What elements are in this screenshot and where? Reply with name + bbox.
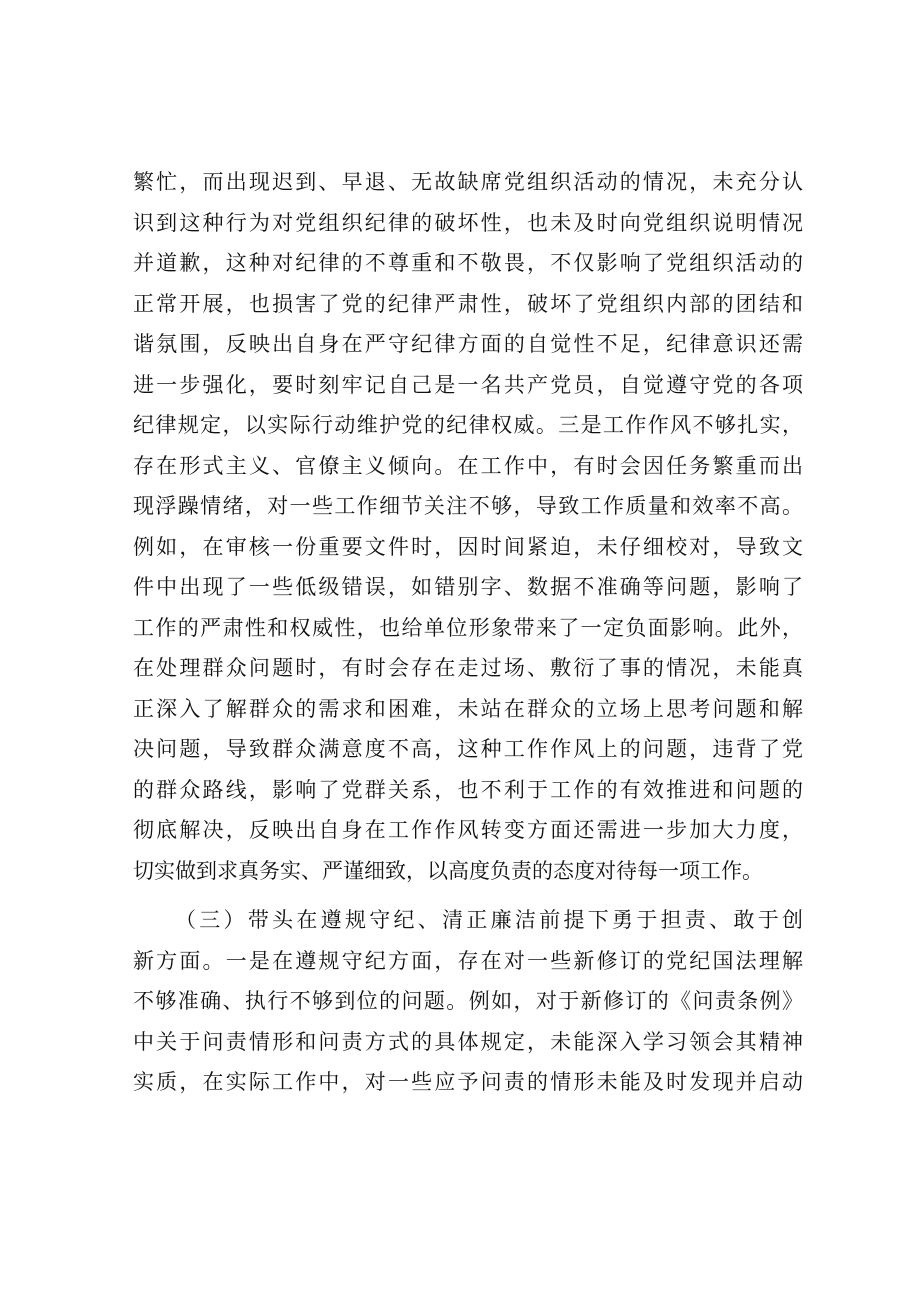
document-body [133,162,803,1103]
text-line: 繁忙，而出现迟到、早退、无故缺席党组织活动的情况，未充分认 [133,170,803,194]
text-line: 现浮躁情绪，对一些工作细节关注不够，导致工作质量和效率不高。 [133,494,803,518]
text-line: 切实做到求真务实、严谨细致，以高度负责的态度对待每一项工作。 [133,858,763,883]
paragraph-section-three [133,900,803,1103]
text-line: 进一步强化，要时刻牢记自己是一名共产党员，自觉遵守党的各项 [133,372,803,397]
text-line: 新方面。一是在遵规守纪方面，存在对一些新修订的党纪国法理解 [133,948,803,973]
text-line: 例如，在审核一份重要文件时，因时间紧迫，未仔细校对，导致文 [133,534,803,559]
text-line: 工作的严肃性和权威性，也给单位形象带来了一定负面影响。此外， [133,615,803,640]
text-line: 实质，在实际工作中，对一些应予问责的情形未能及时发现并启动 [133,1070,803,1094]
text-line: 识到这种行为对党组织纪律的破坏性，也未及时向党组织说明情况 [133,210,803,235]
text-line: 纪律规定，以实际行动维护党的纪律权威。三是工作作风不够扎实， [133,413,803,437]
text-line: 彻底解决，反映出自身在工作作风转变方面还需进一步加大力度， [133,818,803,842]
text-line: 存在形式主义、官僚主义倾向。在工作中，有时会因任务繁重而出 [133,453,803,478]
paragraph-spacer [133,891,803,900]
paragraph-discipline-and-work-style [133,162,803,891]
section-heading-line: （三）带头在遵规守纪、清正廉洁前提下勇于担责、敢于创 [175,908,803,932]
text-line: 中关于问责情形和问责方式的具体规定，未能深入学习领会其精神 [133,1029,803,1054]
text-line: 的群众路线，影响了党群关系，也不利于工作的有效推进和问题的 [133,777,803,802]
text-line: 正常开展，也损害了党的纪律严肃性，破坏了党组织内部的团结和 [133,291,803,316]
text-line: 正深入了解群众的需求和困难，未站在群众的立场上思考问题和解 [133,696,803,721]
text-line: 决问题，导致群众满意度不高，这种工作作风上的问题，违背了党 [133,737,803,761]
text-line: 不够准确、执行不够到位的问题。例如，对于新修订的《问责条例》 [133,989,803,1013]
text-line: 谐氛围，反映出自身在严守纪律方面的自觉性不足，纪律意识还需 [133,332,803,356]
text-line: 在处理群众问题时，有时会存在走过场、敷衍了事的情况，未能真 [133,656,803,680]
text-line: 件中出现了一些低级错误，如错别字、数据不准确等问题，影响了 [133,575,803,599]
text-line: 并道歉，这种对纪律的不尊重和不敬畏，不仅影响了党组织活动的 [133,251,803,275]
